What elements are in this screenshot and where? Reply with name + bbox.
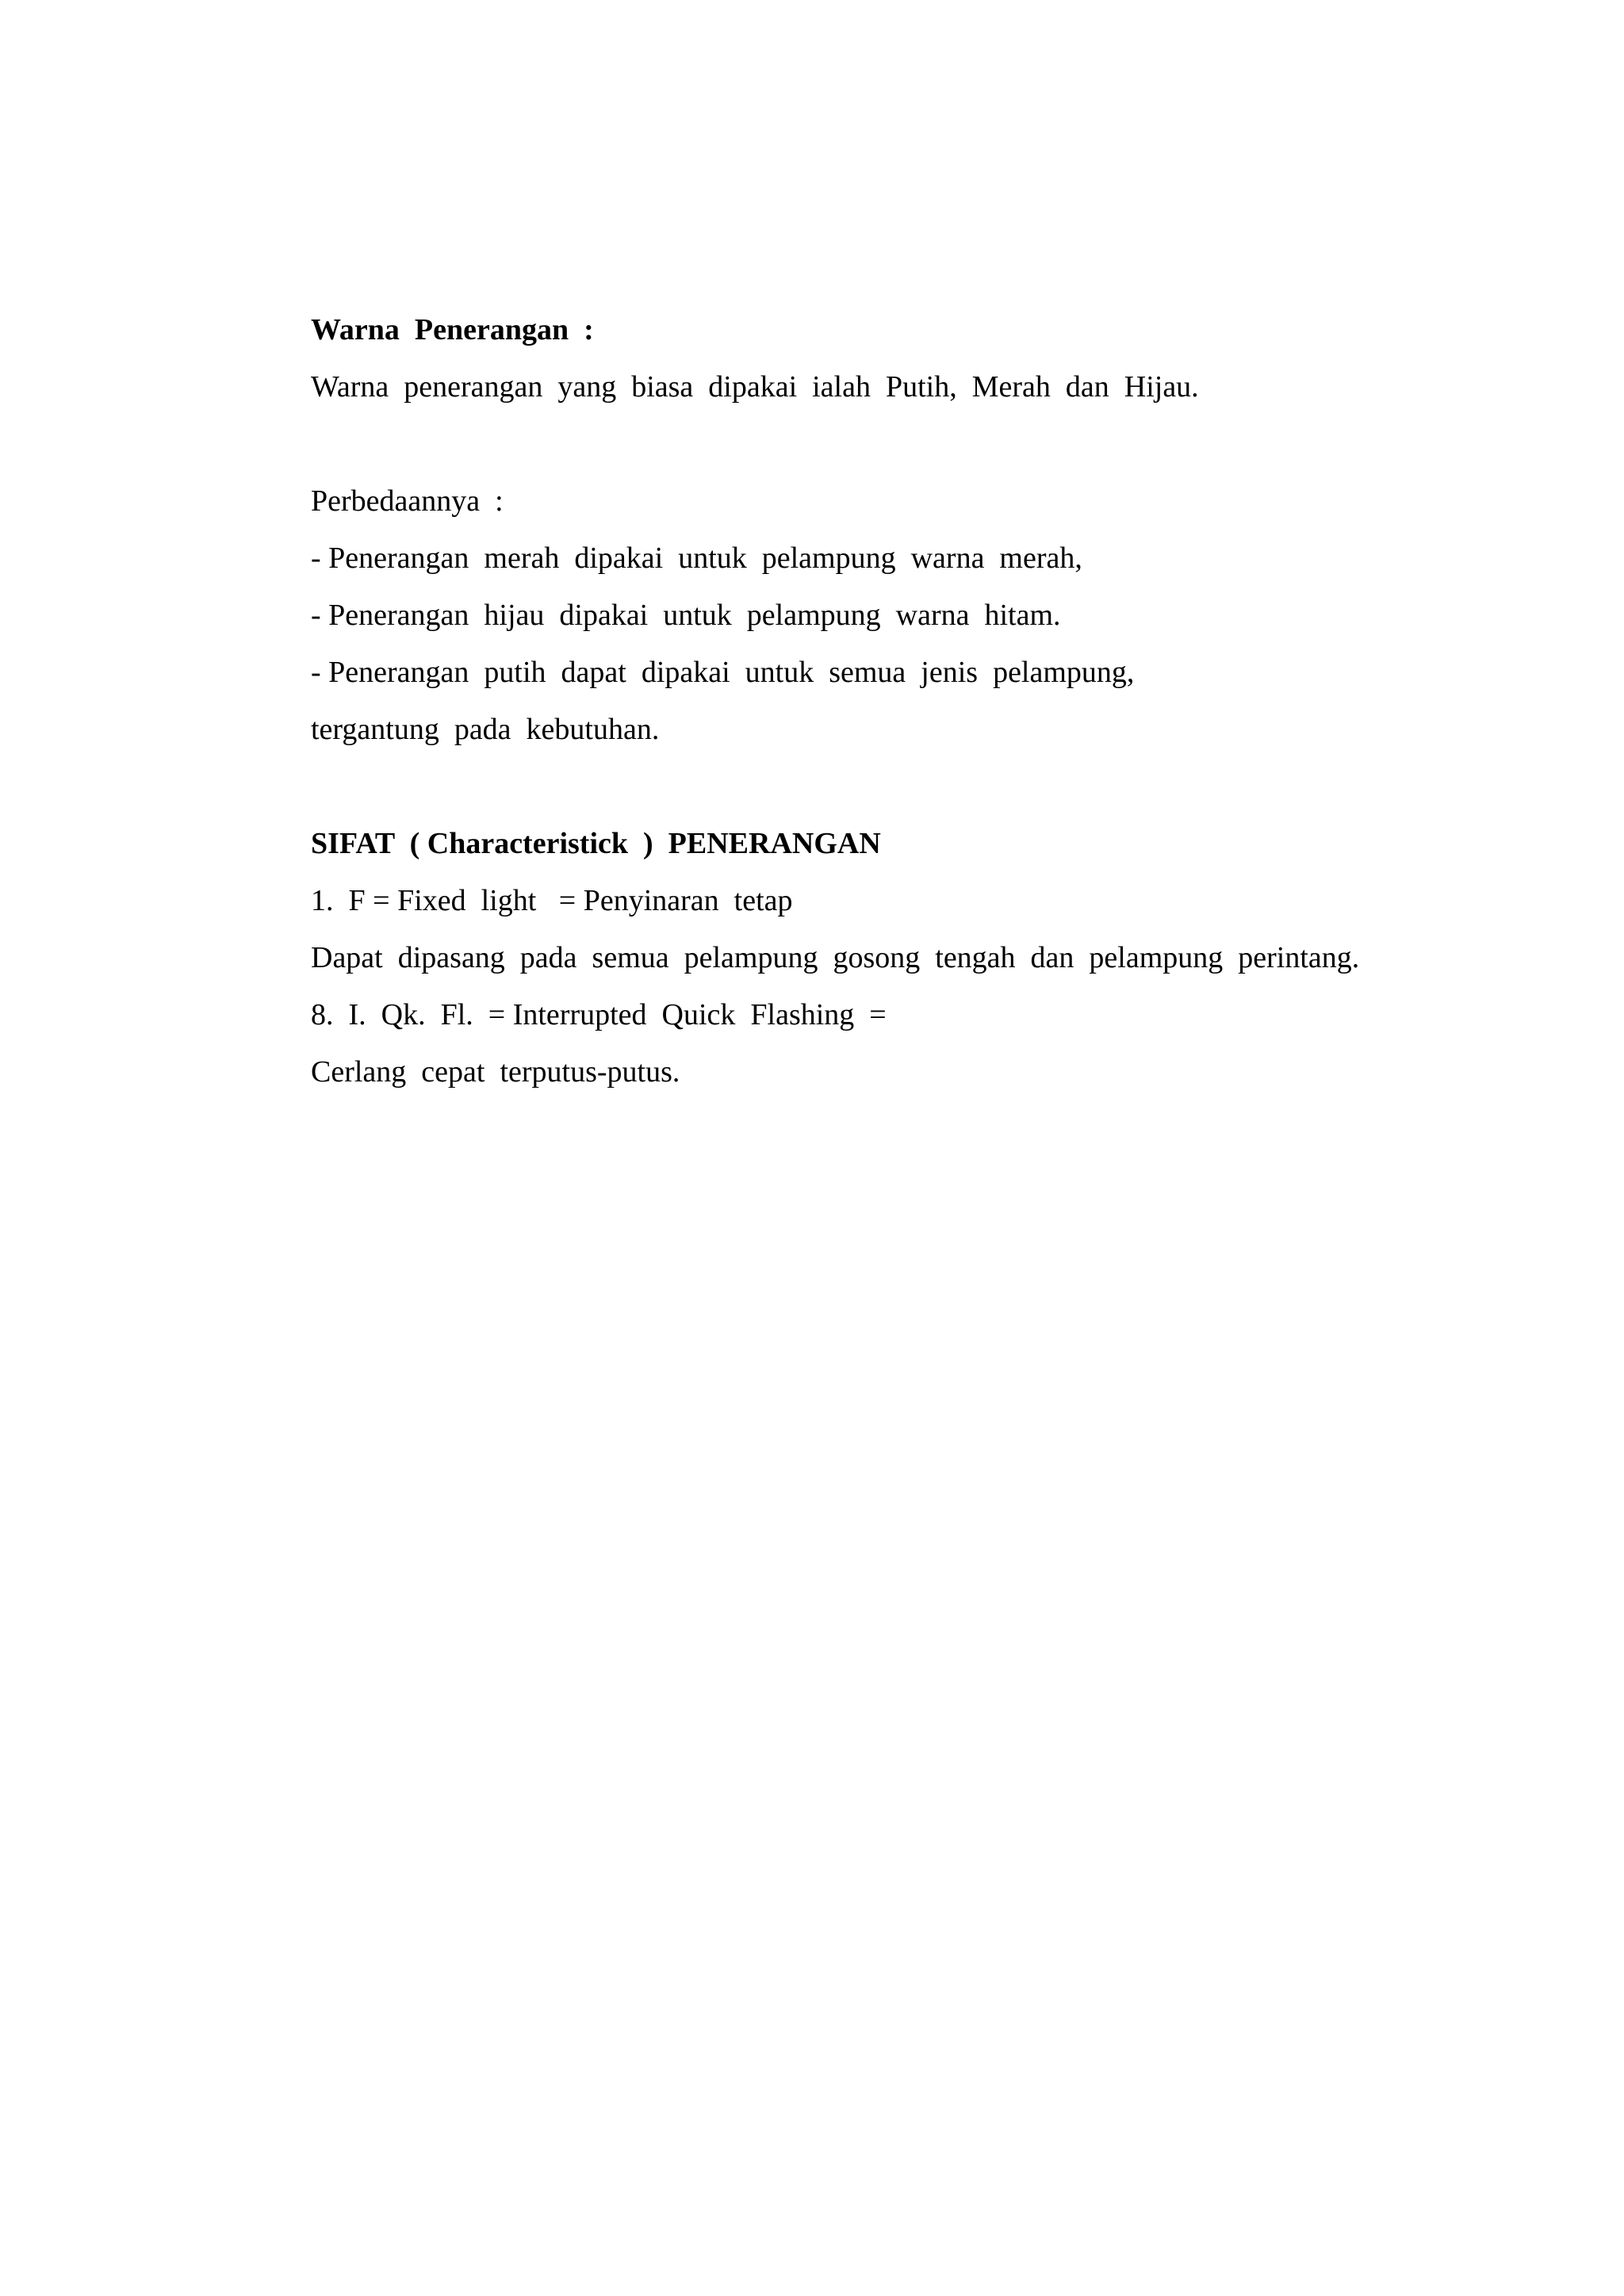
section-heading-warna-penerangan: Warna Penerangan : — [311, 313, 594, 346]
list-item-merah: - Penerangan merah dipakai untuk pelampung warna merah, — [311, 541, 1082, 575]
characteristic-line-1: 1. F = Fixed light = Penyinaran tetap — [311, 884, 793, 917]
document-body — [311, 301, 1548, 1100]
section-heading-sifat-penerangan: SIFAT ( Characteristick ) PENERANGAN — [311, 827, 881, 860]
characteristic-line-4: Cerlang cepat terputus-putus. — [311, 1055, 680, 1089]
list-item-continuation: tergantung pada kebutuhan. — [311, 713, 660, 746]
list-item-putih: - Penerangan putih dapat dipakai untuk semua jenis pelampung, — [311, 656, 1135, 689]
characteristic-line-3: 8. I. Qk. Fl. = Interrupted Quick Flashing = — [311, 998, 887, 1031]
paragraph-spacer — [311, 758, 1548, 815]
label-perbedaannya: Perbedaannya : — [311, 484, 504, 518]
characteristic-line-2: Dapat dipasang pada semua pelampung gosong tengah dan pelampung perintang. — [311, 941, 1360, 974]
paragraph-warna-penerangan: Warna penerangan yang biasa dipakai ialah Putih, Merah dan Hijau. — [311, 370, 1199, 404]
list-item-hijau: - Penerangan hijau dipakai untuk pelampung warna hitam. — [311, 599, 1061, 632]
paragraph-spacer — [311, 415, 1548, 473]
